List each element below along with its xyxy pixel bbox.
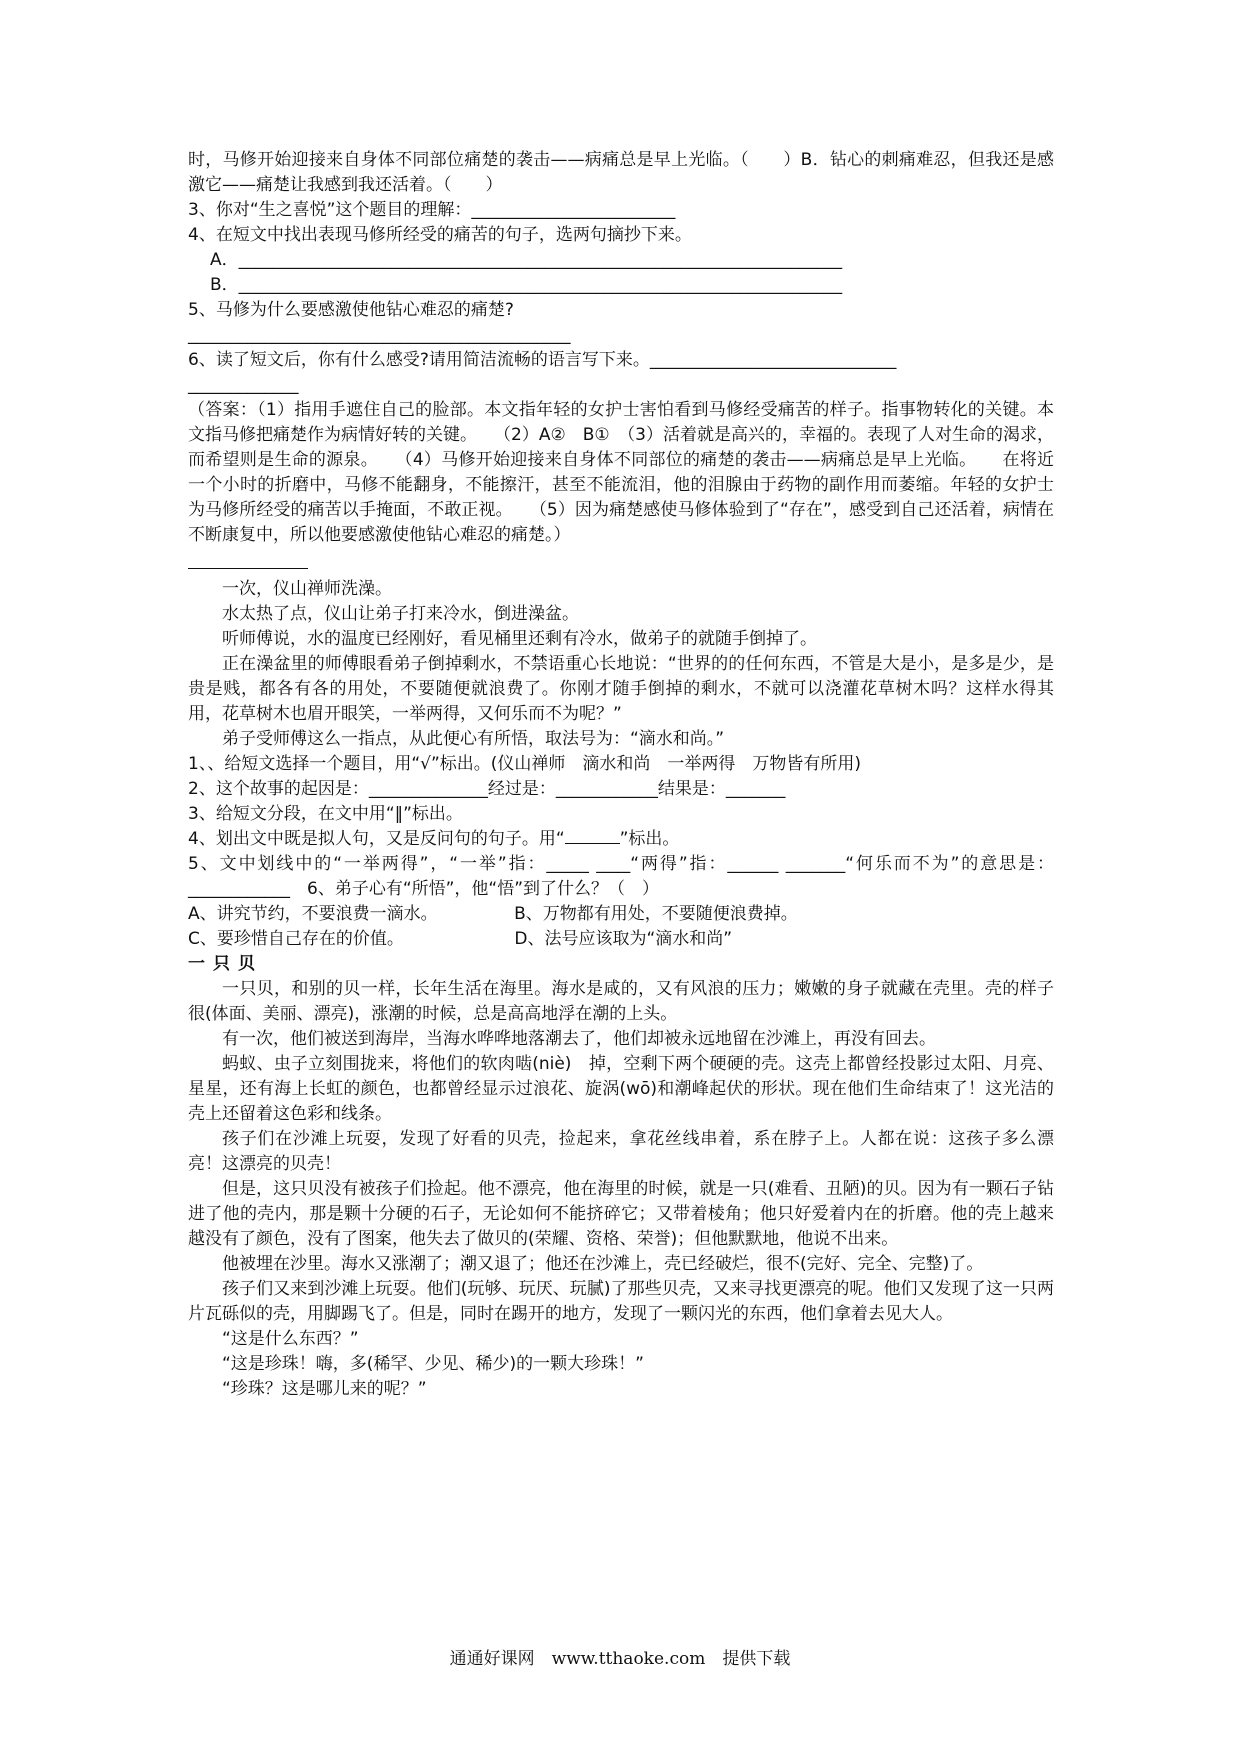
question-4 [188, 827, 1054, 852]
story-paragraph: 听师傅说，水的温度已经刚好，看见桶里还剩有冷水，做弟子的就随手倒掉了。 [222, 629, 817, 649]
question-3: 3、给短文分段，在文中用“‖”标出。 [188, 804, 463, 824]
question-5: 5、文中划线中的“一举两得”，“一举”指：_____ ____“两得”指：______ _______“何乐而不为”的意思是：____________ 6、弟子心有“所悟”，他“悟”到了什么？（ ） [188, 854, 1054, 899]
question-1: 1、、给短文选择一个题目，用“√”标出。(仪山禅师 滴水和尚 一举两得 万物皆有所用) [188, 754, 862, 774]
question-4-text: ”标出。 [619, 829, 680, 849]
dialogue-line: “这是什么东西？” [222, 1329, 359, 1349]
question-3: 3、你对“生之喜悦”这个题目的理解：________________________ [188, 200, 676, 220]
story-paragraph: 孩子们在沙滩上玩耍，发现了好看的贝壳，捡起来，拿花丝线串着，系在脖子上。人都在说：这孩子多么漂亮！这漂亮的贝壳！ [188, 1129, 1054, 1174]
question-4: 4、在短文中找出表现马修所经受的痛苦的句子，选两句摘抄下来。 [188, 225, 692, 245]
story-paragraph: 但是，这只贝没有被孩子们捡起。他不漂亮，他在海里的时候，就是一只(难看、丑陋)的贝。因为有一颗石子钻进了他的壳内，那是颗十分硬的石子，无论如何不能挤碎它；又带着棱角；他只好爱着内在的折磨。他的壳上越来越没有了颜色，没有了图案，他失去了做贝的(荣耀、资格、荣誉)；但他默默地，他说不出来。 [188, 1179, 1054, 1249]
answer-line-a: A．_______________________________________________________________________ [210, 250, 843, 270]
answer-line: _____________ [188, 375, 299, 395]
story-paragraph: 他被埋在沙里。海水又涨潮了；潮又退了；他还在沙滩上，壳已经破烂，很不(完好、完全、完整)了。 [222, 1254, 984, 1274]
story-paragraph: 一次，仪山禅师洗澡。 [222, 579, 392, 599]
section-divider [188, 568, 308, 569]
question-4-text: 4、划出文中既是拟人句，又是反问句的句子。用“ [188, 829, 565, 849]
text-line: 时，马修开始迎接来自身体不同部位痛楚的袭击——病痛总是早上光临。（ ）B．钻心的刺痛难忍，但我还是感激它——痛楚让我感到我还活着。（ ） [188, 150, 1054, 195]
story-paragraph: 一只贝，和别的贝一样，长年生活在海里。海水是咸的，又有风浪的压力；嫩嫩的身子就藏在壳里。壳的样子很(体面、美丽、漂亮)，涨潮的时候，总是高高地浮在潮的上头。 [188, 979, 1054, 1024]
dialogue-line: “这是珍珠！嗨，多(稀罕、少见、稀少)的一颗大珍珠！” [222, 1354, 644, 1374]
story-paragraph: 孩子们又来到沙滩上玩耍。他们(玩够、玩厌、玩腻)了那些贝壳，又来寻找更漂亮的呢。他们又发现了这一只两片瓦砾似的壳，用脚踢飞了。但是，同时在踢开的地方，发现了一颗闪光的东西，他们拿着去见大人。 [188, 1279, 1054, 1324]
option-row: A、讲究节约，不要浪费一滴水。 B、万物都有用处，不要随便浪费掉。 [188, 904, 798, 924]
story-paragraph: 蚂蚁、虫子立刻围拢来，将他们的软肉啮(niè) 掉，空剩下两个硬硬的壳。这壳上都曾经投影过太阳、月亮、星星，还有海上长虹的颜色，也都曾经显示过浪花、旋涡(wō)和潮峰起伏的形状。现在他们生命结束了！这光洁的壳上还留着这色彩和线条。 [188, 1054, 1054, 1124]
question-6: 6、读了短文后，你有什么感受?请用简洁流畅的语言写下来。_____________________________ [188, 350, 897, 370]
section-title: 一只贝 [188, 954, 263, 974]
question-5: 5、马修为什么要感激使他钻心难忍的痛楚? [188, 300, 514, 320]
story-paragraph: 正在澡盆里的师傅眼看弟子倒掉剩水，不禁语重心长地说：“世界的的任何东西，不管是大是小，是多是少，是贵是贱，都各有各的用处，不要随便就浪费了。你刚才随手倒掉的剩水，不就可以浇灌花草树木吗？这样水得其用，花草树木也眉开眼笑，一举两得，又何乐而不为呢？” [188, 654, 1054, 724]
story-paragraph: 水太热了点，仪山让弟子打来冷水，倒进澡盆。 [222, 604, 579, 624]
page-footer: 通通好课网 www.tthaoke.com 提供下载 [449, 1649, 791, 1669]
answer-key: （答案：（1）指用手遮住自己的脸部。本文指年轻的女护士害怕看到马修经受痛苦的样子。指事物转化的关键。本文指马修把痛楚作为病情好转的关键。 （2）A② B① （3）活着就是高兴的，幸福的。表现了人对生命的渴求，而希望则是生命的源泉。 （4）马修开始迎接来自身体不同部位的痛楚的袭击——病痛总是早上光临。 在将近一个小时的折磨中，马修不能翻身，不能擦汗，甚至不能流泪，他的泪腺由于药物的副作用而萎缩。年轻的女护士为马修所经受的痛苦以手掩面，不敢正视。 （5）因为痛楚感使马修体验到了“存在”，感受到自己还活着，病情在不断康复中，所以他要感激使他钻心难忍的痛楚。） [188, 400, 1054, 545]
answer-line: _____________________________________________ [188, 325, 571, 345]
story-paragraph: 弟子受师傅这么一指点，从此便心有所悟，取法号为：“滴水和尚。” [222, 729, 725, 749]
answer-line-b: B．_______________________________________________________________________ [210, 275, 843, 295]
question-2: 2、这个故事的起因是：______________经过是：____________结果是：_______ [188, 779, 786, 799]
option-row: C、要珍惜自己存在的价值。 D、法号应该取为“滴水和尚” [188, 929, 733, 949]
dialogue-line: “珍珠？这是哪儿来的呢？” [222, 1379, 427, 1399]
story-paragraph: 有一次，他们被送到海岸，当海水哗哗地落潮去了，他们却被永远地留在沙滩上，再没有回去。 [222, 1029, 936, 1049]
underline-mark [565, 829, 620, 844]
document-content [188, 148, 1054, 1402]
